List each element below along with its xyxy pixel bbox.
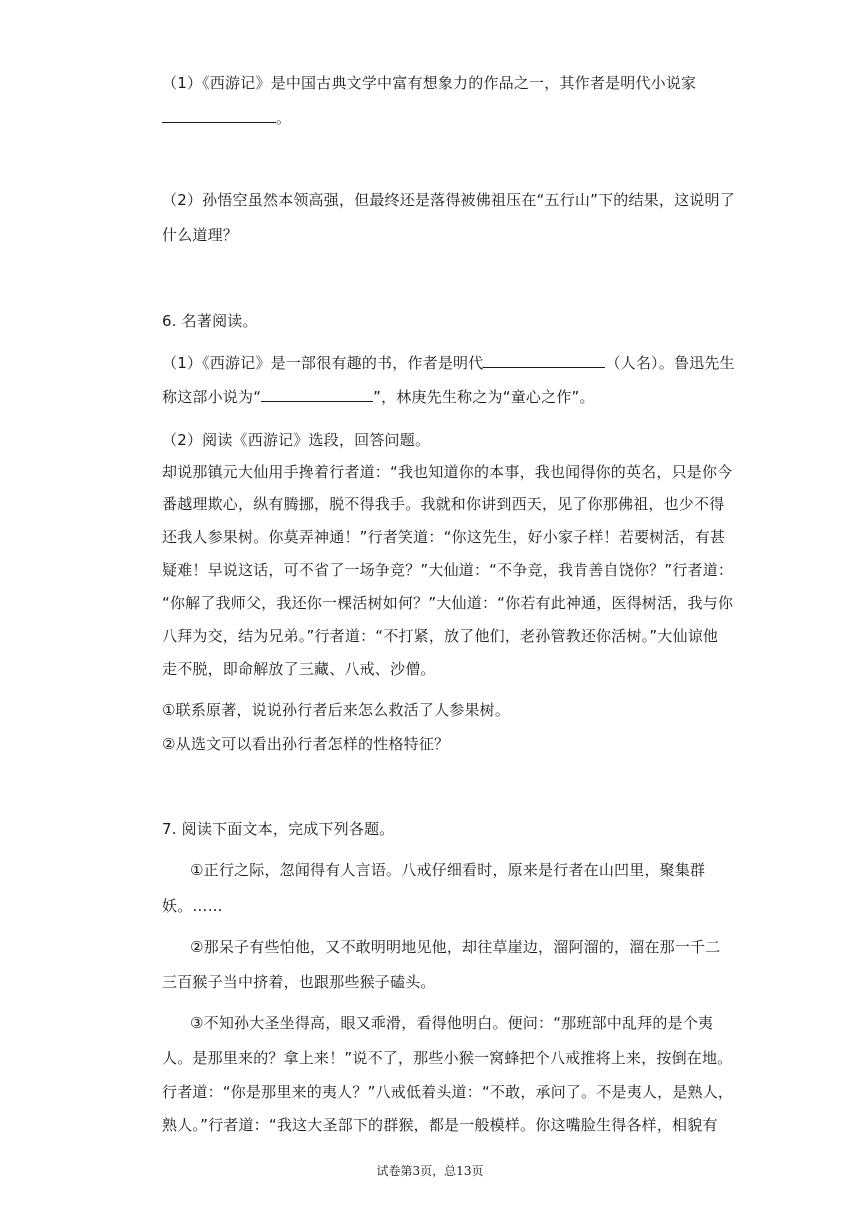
q5-part1-end: 。 — [276, 109, 292, 127]
q6-part1-text-c: 称这部小说为“ — [162, 388, 262, 406]
q7-para3-line: ③不知孙大圣坐得高，眼又乖滑，看得他明白。便问：“那班部中乱拜的是个夷 — [190, 1014, 714, 1032]
lu-xun-title-blank[interactable] — [261, 387, 373, 402]
q6-sub-question-1: ①联系原著，说说孙行者后来怎么救活了人参果树。 — [162, 701, 511, 719]
passage-line: 疑难！早说这话，可不省了一场争竞？”大仙道：“不争竞，我肯善自饶你？”行者道： — [162, 561, 734, 579]
passage-line: 走不脱，即命解放了三藏、八戒、沙僧。 — [162, 660, 436, 678]
q5-part1-line1: （1）《西游记》是中国古典文学中富有想象力的作品之一，其作者是明代小说家 — [162, 74, 697, 92]
passage-line: “你解了我师父，我还你一棵活树如何？”大仙道：“你若有此神通，医得树活，我与你 — [162, 594, 734, 612]
passage-line: 却说那镇元大仙用手搀着行者道：“我也知道你的本事，我也闻得你的英名，只是你今 — [162, 463, 733, 481]
q7-para2-line: 三百猴子当中挤着，也跟那些猴子磕头。 — [162, 973, 436, 991]
q7-para1-line: 妖。…… — [162, 897, 223, 915]
q7-para3-line: 熟人。”行者道：“我这大圣部下的群猴，都是一般模样。你这嘴脸生得各样，相貌有 — [162, 1116, 718, 1134]
answer-blank[interactable] — [162, 108, 276, 123]
page-footer: 试卷第3页，总13页 — [376, 1164, 484, 1178]
q6-part1-text-d: ”，林庚先生称之为“童心之作”。 — [373, 388, 595, 406]
q5-part1-line2 — [162, 108, 291, 128]
q6-part1-text-a: （1）《西游记》是一部很有趣的书，作者是明代 — [162, 354, 484, 372]
q6-part2-intro: （2）阅读《西游记》选段，回答问题。 — [162, 431, 431, 449]
author-blank[interactable] — [483, 353, 605, 368]
passage-line: 还我人参果树。你莫弄神通！”行者笑道：“你这先生，好小家子样！若要树活，有甚 — [162, 528, 726, 546]
q6-part1-line2 — [162, 387, 595, 407]
q7-para1-line: ①正行之际，忽闻得有人言语。八戒仔细看时，原来是行者在山凹里，聚集群 — [190, 861, 706, 879]
q6-part1-line1 — [162, 353, 735, 373]
q7-para3-line: 行者道：“你是那里来的夷人？”八戒低着头道：“不敢，承问了。不是夷人，是熟人， — [162, 1083, 734, 1101]
passage-line: 番越理欺心，纵有腾挪，脱不得我手。我就和你讲到西天，见了你那佛祖，也少不得 — [162, 495, 725, 513]
q6-sub-question-2: ②从选文可以看出孙行者怎样的性格特征？ — [162, 735, 450, 753]
q5-part2-line2: 什么道理？ — [162, 226, 239, 244]
passage-line: 八拜为交，结为兄弟。”行者道：“不打紧，放了他们，老孙管教还你活树。”大仙谅他 — [162, 627, 719, 645]
q7-heading: 7. 阅读下面文本，完成下列各题。 — [162, 820, 395, 838]
q7-para3-line: 人。是那里来的？拿上来！”说不了，那些小猴一窝蜂把个八戒推将上来，按倒在地。 — [162, 1049, 733, 1067]
q6-heading: 6. 名著阅读。 — [162, 312, 258, 330]
q5-part2-line1: （2）孙悟空虽然本领高强，但最终还是落得被佛祖压在“五行山”下的结果，这说明了 — [162, 191, 735, 209]
q6-part1-text-b: （人名）。鲁迅先生 — [605, 354, 735, 372]
q7-para2-line: ②那呆子有些怕他，又不敢明明地见他，却往草崖边，溜阿溜的，溜在那一千二 — [190, 938, 721, 956]
